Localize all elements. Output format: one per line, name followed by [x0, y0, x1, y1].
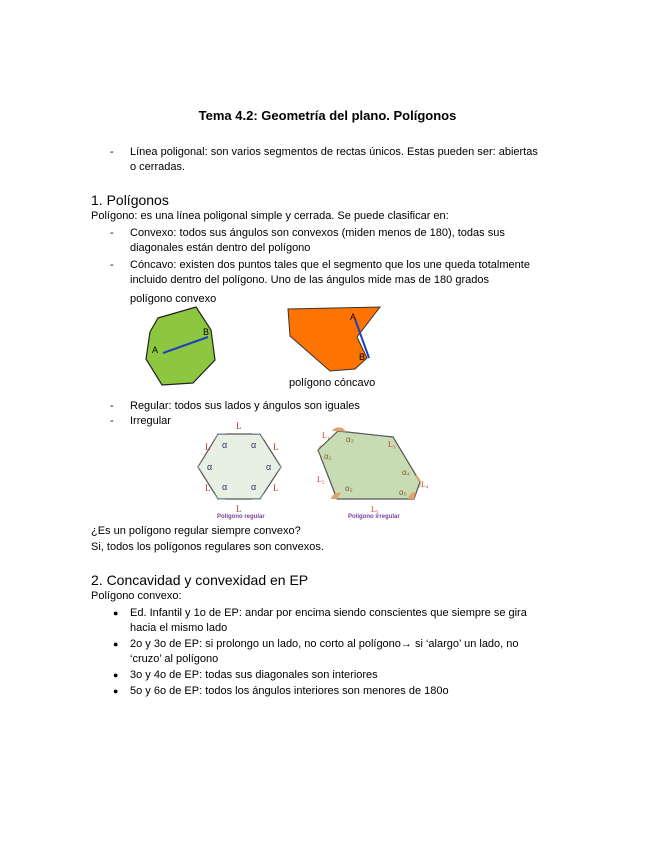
angle-label: α₅: [399, 488, 407, 497]
bullet-dot: ●: [113, 686, 119, 696]
point-b-label: B: [359, 352, 366, 362]
side-label: L₁: [322, 431, 330, 440]
bullet-4: 5o y 6o de EP: todos los ángulos interiores son menores de 180o: [130, 685, 449, 697]
side-label: L: [205, 442, 211, 452]
convex-figure-label: polígono convexo: [130, 293, 217, 305]
angle-label: α₃: [346, 435, 354, 444]
angle-label: α: [222, 482, 228, 492]
convex-line-2: diagonales están dentro del polígono: [130, 242, 311, 254]
angle-label: α: [222, 440, 228, 450]
side-label: L₅: [371, 505, 379, 514]
convex-concave-figure: [0, 288, 655, 398]
angle-label: α: [207, 462, 213, 472]
point-b-label: B: [203, 327, 210, 337]
angle-label: α₄: [402, 468, 410, 477]
dash-bullet: -: [110, 227, 114, 239]
angle-label: α: [251, 482, 257, 492]
section-2-heading: 2. Concavidad y convexidad en EP: [91, 572, 309, 588]
bullet-dot: ●: [113, 639, 119, 649]
side-label: L: [205, 483, 211, 493]
bullet-2-line-2: ‘cruzo’ al polígono: [130, 653, 219, 665]
intro-line-2: o cerradas.: [130, 161, 186, 173]
polygon-definition: Polígono: es una línea poligonal simple y cerrada. Se puede clasificar en:: [91, 210, 449, 222]
side-label: L: [273, 442, 279, 452]
angle-label: α: [251, 440, 257, 450]
bullet-2-line-1: 2o y 3o de EP: si prolongo un lado, no corto al polígono→ si ‘alargo’ un lado, no: [130, 638, 519, 650]
answer-text: Si, todos los polígonos regulares son convexos.: [91, 541, 324, 553]
side-label: L₃: [388, 440, 396, 449]
dash-bullet: -: [110, 400, 114, 412]
concave-line-1: Cóncavo: existen dos puntos tales que el segmento que los une queda totalmente: [130, 259, 530, 271]
concave-line-2: incluido dentro del polígono. Uno de las ángulos mide mas de 180 grados: [130, 274, 489, 286]
question-text: ¿Es un polígono regular siempre convexo?: [91, 525, 301, 537]
bullet-3: 3o y 4o de EP: todas sus diagonales son interiores: [130, 669, 378, 681]
side-label: L: [273, 483, 279, 493]
intro-line-1: Línea poligonal: son varios segmentos de rectas únicos. Estas pueden ser: abiertas: [130, 146, 538, 158]
concave-figure-label: polígono cóncavo: [289, 377, 376, 389]
angle-label: α₁: [324, 452, 332, 461]
dash-bullet: -: [110, 415, 114, 427]
bullet-dot: ●: [113, 670, 119, 680]
bullet-1-line-2: hacia el mismo lado: [130, 622, 228, 634]
side-label: L: [236, 421, 242, 431]
irregular-caption: Polígono irregular: [348, 514, 400, 520]
irregular-line: Irregular: [130, 415, 171, 427]
regular-irregular-figure: [0, 420, 655, 520]
section-1-heading: 1. Polígonos: [91, 192, 169, 208]
bullet-dot: ●: [113, 608, 119, 618]
regular-caption: Polígono regular: [217, 514, 265, 520]
concave-polygon: [288, 307, 380, 371]
convex-subtitle: Polígono convexo:: [91, 590, 182, 602]
dash-bullet: -: [110, 259, 114, 271]
point-a-label: A: [152, 345, 159, 355]
bullet-1-line-1: Ed. Infantil y 1o de EP: andar por encima siendo conscientes que siempre se gira: [130, 607, 527, 619]
dash-bullet: -: [110, 146, 114, 158]
point-a-label: A: [350, 312, 357, 322]
angle-label: α: [266, 462, 272, 472]
page-title: Tema 4.2: Geometría del plano. Polígonos: [198, 108, 457, 123]
angle-label: α₂: [345, 484, 353, 493]
convex-line-1: Convexo: todos sus ángulos son convexos (miden menos de 180), todas sus: [130, 227, 505, 239]
side-label: L: [236, 504, 242, 514]
side-label: L₄: [421, 480, 429, 489]
side-label: L₂: [317, 475, 325, 484]
regular-line: Regular: todos sus lados y ángulos son iguales: [130, 400, 360, 412]
